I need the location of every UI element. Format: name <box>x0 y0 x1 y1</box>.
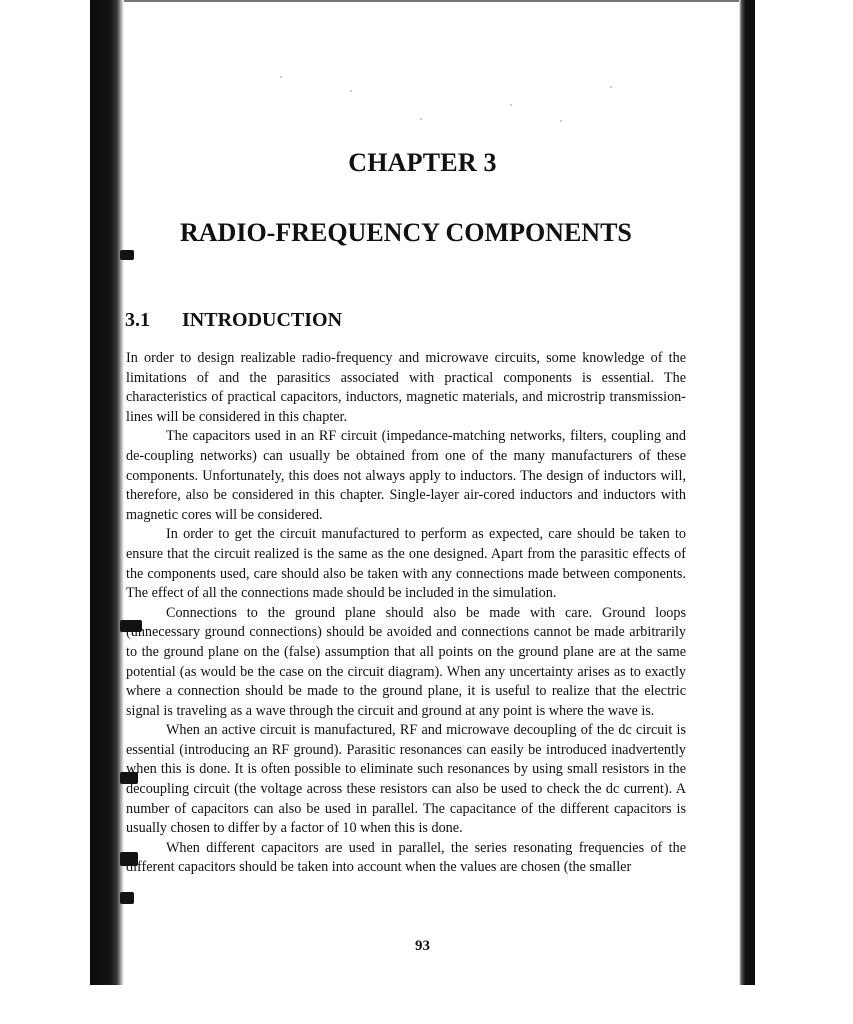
scan-speck <box>560 120 562 122</box>
paragraph: When different capacitors are used in parallel, the series resonating frequencies of the different capacitors should be taken into account when the values are chosen (the smaller <box>126 839 686 876</box>
paragraph: Connections to the ground plane should also be made with care. Ground loops (unnecessary ground connections) should be avoided and connections cannot be made arbitrarily to the ground plane on the (false) assumption that all points on the ground plane are at the same potential (as would be the case on the circuit diagram). When any uncertainty arises as to exactly where a connection should be made to the ground plane, it is useful to realize that the electric signal is traveling as a wave through the circuit and ground at any point is where the wave is. <box>126 604 686 719</box>
scan-speck <box>510 104 512 106</box>
scan-speck <box>420 118 422 120</box>
page-top-edge <box>124 0 739 2</box>
section-number: 3.1 <box>125 309 150 331</box>
paragraph: In order to get the circuit manufactured to perform as expected, care should be taken to ensure that the circuit realized is the same as the one designed. Apart from the parasitic effects of the components used, care should also be taken with any connections made between components. The effect of all the connections made should be included in the simulation. <box>126 526 686 602</box>
paragraph: In order to design realizable radio-frequency and microwave circuits, some knowledge of the limitations of and the parasitics associated with practical components is essential. The characteristics of practical capacitors, inductors, magnetic materials, and microstrip transmission-lines will be considered in this chapter. <box>126 350 686 425</box>
scan-blot <box>120 892 134 904</box>
scanned-book-page <box>90 0 755 985</box>
body-text <box>126 349 686 878</box>
chapter-number: CHAPTER 3 <box>348 148 497 177</box>
scan-speck <box>610 86 612 88</box>
section-title: INTRODUCTION <box>182 309 343 331</box>
paragraph: The capacitors used in an RF circuit (impedance-matching networks, filters, coupling and de-coupling networks) can usually be obtained from one of the many manufacturers of these components. Unfortunately, this does not always apply to inductors. The design of inductors will, therefore, also be considered in this chapter. Single-layer air-cored inductors and inductors with magnetic cores will be considered. <box>126 428 686 523</box>
scan-speck <box>280 76 282 78</box>
chapter-title: RADIO-FREQUENCY COMPONENTS <box>180 218 632 247</box>
scan-speck <box>350 90 352 92</box>
page-number: 93 <box>415 938 430 954</box>
paragraph: When an active circuit is manufactured, RF and microwave decoupling of the dc circuit is essential (introducing an RF ground). Parasitic resonances can easily be introduced inadvertently when this is done. It is often possible to eliminate such resonances by using small resistors in the decoupling circuit (the voltage across these resistors can also be used to check the dc current). A number of capacitors can also be used in parallel. The capacitance of the different capacitors is usually chosen to differ by a factor of 10 when this is done. <box>126 722 686 837</box>
scan-blot <box>120 250 134 260</box>
